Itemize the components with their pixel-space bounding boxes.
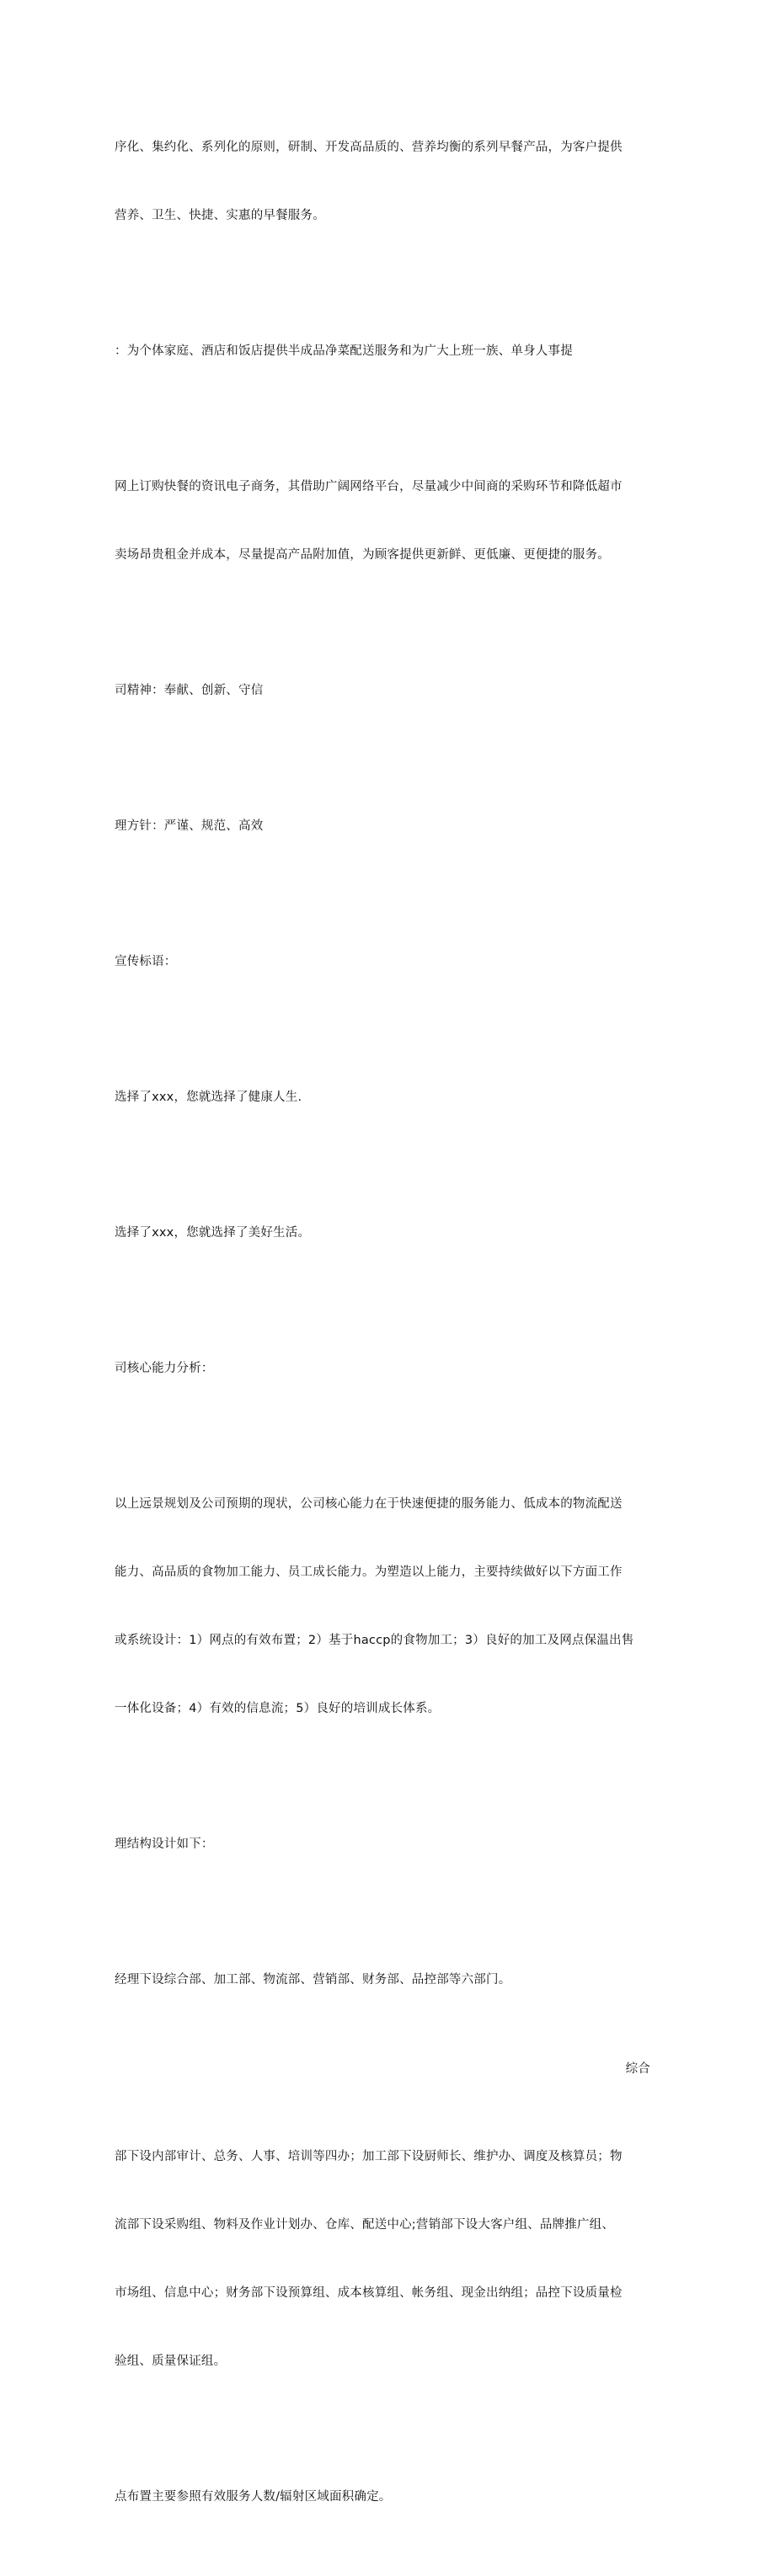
text-line: 部下设内部审计、总务、人事、培训等四办；加工部下设厨师长、维护办、调度及核算员；物: [115, 2150, 623, 2163]
text-line: 卖场昂贵租金并成本，尽量提高产品附加值，为顾客提供更新鲜、更低廉、更便捷的服务。: [115, 548, 610, 562]
text-line: 或系统设计：1）网点的有效布置；2）基于haccp的食物加工；3）良好的加工及网点保温出售: [115, 1634, 634, 1647]
text-line: 以上远景规划及公司预期的现状，公司核心能力在于快速便捷的服务能力、低成本的物流配送: [115, 1497, 623, 1511]
text-line: 司核心能力分析：: [115, 1362, 214, 1375]
text-line: 点布置主要参照有效服务人数/辐射区域面积确定。: [115, 2490, 392, 2504]
paragraph-online-ordering: [115, 430, 662, 612]
paragraph-delivery-service: [115, 295, 662, 408]
paragraph-core-ability-analysis: [115, 1448, 662, 1766]
text-line: 选择了xxx，您就选择了美好生活。: [115, 1226, 311, 1240]
paragraph-slogan-life: [115, 1176, 662, 1290]
text-line: 流部下设采购组、物料及作业计划办、仓库、配送中心;营销部下设大客户组、品牌推广组、: [115, 2218, 615, 2232]
text-line: 经理下设综合部、加工部、物流部、营销部、财务部、品控部等六部门。: [115, 1973, 511, 1987]
paragraph-management-policy: [115, 770, 662, 883]
text-line: 理结构设计如下：: [115, 1837, 214, 1851]
paragraph-department-details: [115, 2100, 662, 2419]
paragraph-departments: [115, 1923, 662, 2037]
text-line: 能力、高品质的食物加工能力、员工成长能力。为塑造以上能力，主要持续做好以下方面工作: [115, 1565, 623, 1579]
text-line: 一体化设备；4）有效的信息流；5）良好的培训成长体系。: [115, 1702, 441, 1715]
paragraph-site-layout: [115, 2440, 662, 2554]
text-line: 司精神：奉献、创新、守信: [115, 684, 264, 697]
paragraph-core-ability-heading: [115, 1312, 662, 1426]
text-line: 序化、集约化、系列化的原则，研制、开发高品质的、营养均衡的系列早餐产品，为客户提供: [115, 141, 623, 154]
document-page: [115, 91, 662, 2576]
text-line: 理方针：严谨、规范、高效: [115, 819, 264, 833]
paragraph-slogan-heading: [115, 905, 662, 1019]
text-line: 选择了xxx，您就选择了健康人生.: [115, 1091, 302, 1104]
text-line: 综合: [625, 2062, 650, 2076]
paragraph-structure-heading: [115, 1788, 662, 1901]
paragraph-breakfast-principle: [115, 91, 662, 273]
paragraph-slogan-health: [115, 1041, 662, 1155]
text-line: 验组、质量保证组。: [115, 2355, 227, 2368]
text-line: 网上订购快餐的资讯电子商务，其借助广阔网络平台，尽量减少中间商的采购环节和降低超市: [115, 480, 623, 493]
text-line: 宣传标语：: [115, 955, 177, 968]
text-line: 市场组、信息中心；财务部下设预算组、成本核算组、帐务组、现金出纳组；品控下设质量检: [115, 2286, 623, 2300]
text-line: 营养、卫生、快捷、实惠的早餐服务。: [115, 209, 325, 222]
paragraph-right-fragment: [115, 2035, 662, 2104]
paragraph-company-spirit: [115, 634, 662, 748]
text-line: ：为个体家庭、酒店和饭店提供半成品净菜配送服务和为广大上班一族、单身人事提: [115, 344, 573, 358]
